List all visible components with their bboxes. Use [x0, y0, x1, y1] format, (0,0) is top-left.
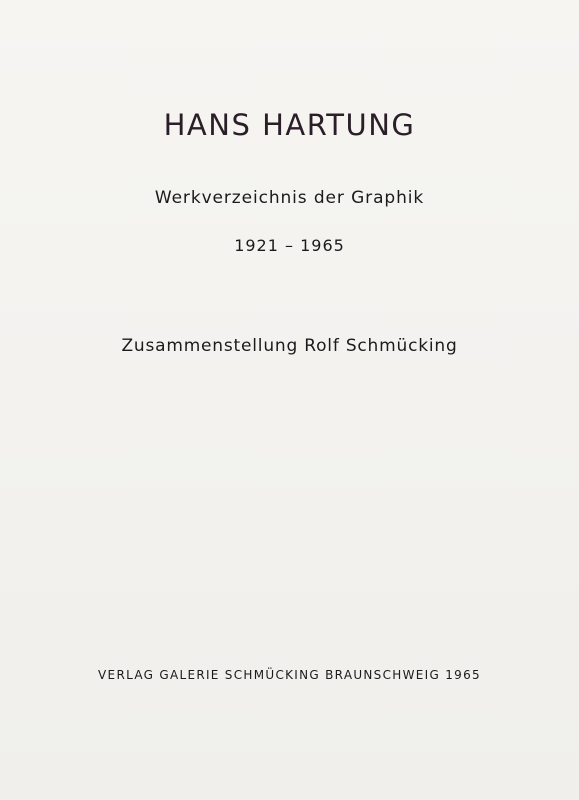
author-heading: HANS HARTUNG: [163, 108, 416, 142]
year-range: 1921 – 1965: [234, 236, 345, 255]
book-title: Werkverzeichnis der Graphik: [154, 188, 425, 208]
publisher-imprint: VERLAG GALERIE SCHMÜCKING BRAUNSCHWEIG 1965: [98, 668, 481, 682]
compiler-credit: Zusammenstellung Rolf Schmücking: [121, 336, 458, 356]
